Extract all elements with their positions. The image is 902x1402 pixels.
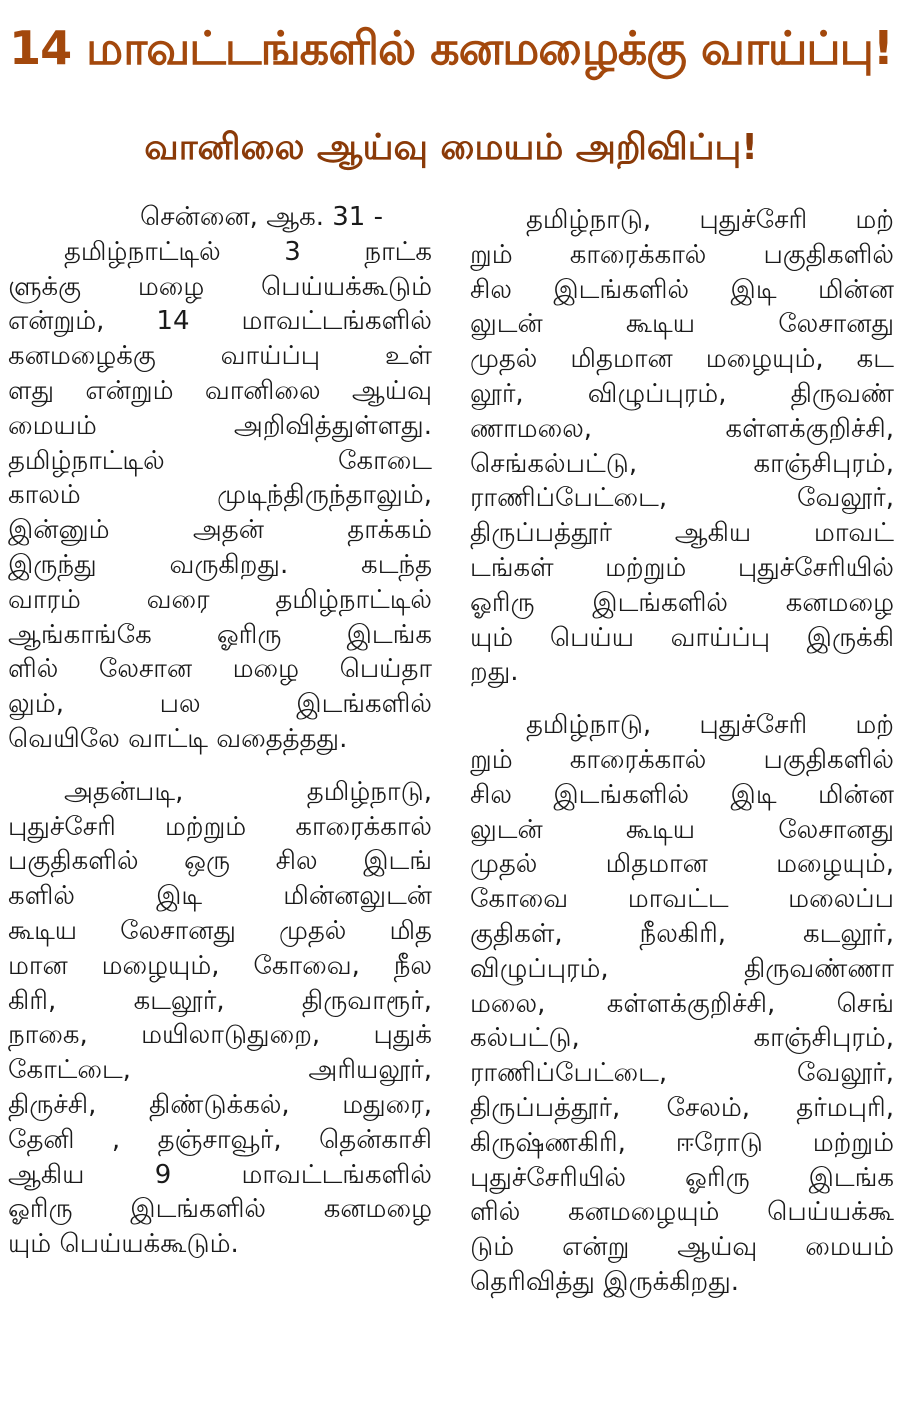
text-line: ணாமலை, கள்ளக்குறிச்சி,: [470, 413, 894, 444]
text-line: கல்பட்டு, காஞ்சிபுரம்,: [470, 1023, 894, 1054]
text-line: ஓரிரு இடங்களில் கனமழை: [8, 1194, 432, 1225]
left-paragraph-2: [8, 775, 432, 1262]
headline: 14 மாவட்டங்களில் கனமழைக்கு வாய்ப்பு!: [9, 21, 893, 75]
paragraph-gap: [8, 757, 432, 775]
text-line: மலை, கள்ளக்குறிச்சி, செங்: [470, 988, 894, 1019]
text-line: மையம் அறிவித்துள்ளது.: [8, 410, 432, 441]
text-line: றும் காரைக்கால் பகுதிகளில்: [470, 744, 894, 775]
text-line: மான மழையும், கோவை, நீல: [8, 950, 432, 981]
text-line: தமிழ்நாடு, புதுச்சேரி மற்: [526, 710, 894, 741]
text-line: இன்னும் அதன் தாக்கம்: [8, 515, 432, 546]
text-line: தெரிவித்து இருக்கிறது.: [470, 1266, 740, 1297]
article-column-left: [8, 200, 432, 1262]
text-line: றும் காரைக்கால் பகுதிகளில்: [470, 239, 894, 270]
text-line: என்றும், 14 மாவட்டங்களில்: [8, 306, 432, 337]
text-line: சில இடங்களில் இடி மின்ன: [470, 779, 894, 810]
text-line: விழுப்புரம், திருவண்ணா: [470, 953, 894, 984]
text-line: திருப்பத்தூர் ஆகிய மாவட்: [470, 518, 894, 549]
paragraph-gap: [470, 690, 894, 708]
text-line: தமிழ்நாடு, புதுச்சேரி மற்: [526, 205, 894, 235]
text-line: தேனி , தஞ்சாவூர், தென்காசி: [8, 1124, 432, 1155]
text-line: முதல் மிதமான மழையும், கட: [470, 344, 894, 375]
text-line: கனமழைக்கு வாய்ப்பு உள்: [8, 341, 432, 372]
text-line: யும் பெய்யக்கூடும்.: [8, 1229, 239, 1260]
text-line: ராணிப்பேட்டை, வேலூர்,: [470, 483, 894, 514]
text-line: லும், பல இடங்களில்: [8, 689, 432, 720]
text-line: புதுச்சேரி மற்றும் காரைக்கால்: [8, 811, 432, 842]
text-line: செங்கல்பட்டு, காஞ்சிபுரம்,: [470, 448, 894, 479]
text-line: ராணிப்பேட்டை, வேலூர்,: [470, 1058, 894, 1089]
text-line: டும் என்று ஆய்வு மையம்: [470, 1232, 894, 1263]
text-line: கிரி, கடலூர், திருவாரூர்,: [8, 985, 432, 1016]
text-line: முதல் மிதமான மழையும்,: [470, 849, 894, 880]
text-line: ளுக்கு மழை பெய்யக்கூடும்: [8, 271, 432, 302]
text-line: இருந்து வருகிறது. கடந்த: [8, 549, 432, 580]
text-line: புதுச்சேரியில் ஓரிரு இடங்க: [470, 1162, 894, 1193]
text-line: கோவை மாவட்ட மலைப்ப: [470, 884, 894, 915]
text-line: கிருஷ்ணகிரி, ஈரோடு மற்றும்: [470, 1127, 894, 1158]
text-line: வாரம் வரை தமிழ்நாட்டில்: [8, 584, 432, 615]
text-line: திருச்சி, திண்டுக்கல், மதுரை,: [8, 1089, 432, 1120]
text-line: ஆங்காங்கே ஓரிரு இடங்க: [8, 619, 432, 650]
right-paragraph-2: [470, 708, 894, 1300]
text-line: ளில் லேசான மழை பெய்தா: [8, 654, 432, 685]
text-line: டங்கள் மற்றும் புதுச்சேரியில்: [470, 552, 894, 583]
text-line: கோட்டை, அரியலூர்,: [8, 1055, 432, 1086]
text-line: காலம் முடிந்திருந்தாலும்,: [8, 480, 432, 511]
right-paragraph-1: [470, 203, 894, 690]
text-line: நாகை, மயிலாடுதுறை, புதுக்: [8, 1020, 432, 1051]
text-line: சில இடங்களில் இடி மின்ன: [470, 274, 894, 305]
text-line: ஓரிரு இடங்களில் கனமழை: [470, 587, 894, 618]
text-line: கூடிய லேசானது முதல் மித: [8, 915, 432, 946]
left-paragraph-1: [8, 235, 432, 757]
text-line: தமிழ்நாட்டில் கோடை: [8, 445, 432, 476]
dateline: சென்னை, ஆக. 31 -: [140, 202, 383, 232]
text-line: ஆகிய 9 மாவட்டங்களில்: [8, 1159, 432, 1190]
text-line: தமிழ்நாட்டில் 3 நாட்க: [64, 236, 432, 267]
text-line: குதிகள், நீலகிரி, கடலூர்,: [470, 918, 894, 949]
text-line: லூர், விழுப்புரம், திருவண்: [470, 378, 894, 409]
text-line: திருப்பத்தூர், சேலம், தர்மபுரி,: [470, 1092, 894, 1123]
text-line: றது.: [470, 657, 519, 688]
text-line: ளில் கனமழையும் பெய்யக்கூ: [470, 1197, 894, 1228]
subheadline: வானிலை ஆய்வு மையம் அறிவிப்பு!: [144, 127, 758, 168]
text-line: பகுதிகளில் ஒரு சில இடங்: [8, 846, 432, 877]
article-column-right: [470, 203, 894, 1300]
text-line: களில் இடி மின்னலுடன்: [8, 881, 432, 912]
text-line: லுடன் கூடிய லேசானது: [470, 814, 894, 845]
text-line: அதன்படி, தமிழ்நாடு,: [64, 776, 432, 807]
text-line: வெயிலே வாட்டி வதைத்தது.: [8, 723, 348, 754]
text-line: ளது என்றும் வானிலை ஆய்வு: [8, 375, 432, 406]
text-line: லுடன் கூடிய லேசானது: [470, 309, 894, 340]
text-line: யும் பெய்ய வாய்ப்பு இருக்கி: [470, 622, 894, 653]
